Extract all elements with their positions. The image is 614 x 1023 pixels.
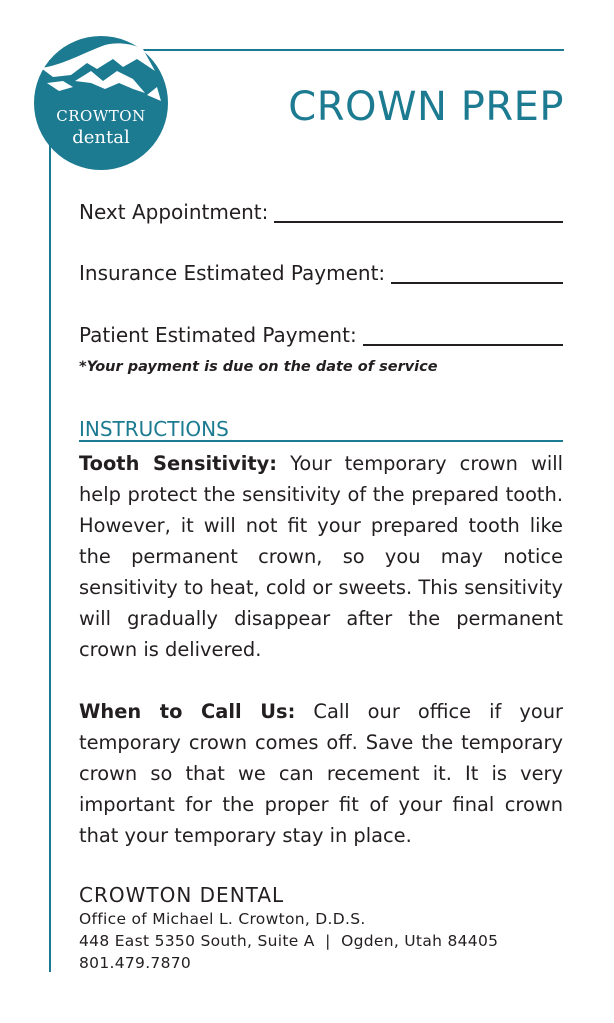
- crowton-dental-logo: [33, 35, 169, 171]
- page-title: CROWN PREP: [288, 84, 564, 130]
- insurance-payment-blank[interactable]: [391, 260, 563, 284]
- tooth-sensitivity-text: Your temporary crown will help protect the sensitivity of the prepared tooth. However, it will not fit your prepared tooth like the permanent crown, so you may notice sensitivity to heat, cold or sweets. This sensitivity will gradually disappear after the permanent crown is delivered.: [79, 452, 564, 661]
- footer-phone: 801.479.7870: [79, 954, 192, 972]
- when-to-call-paragraph: [79, 696, 563, 851]
- logo-name-line2: dental: [72, 127, 130, 148]
- frame-top-rule: [100, 49, 564, 51]
- footer-company-name: CROWTON DENTAL: [79, 883, 285, 907]
- insurance-payment-field: [79, 260, 563, 285]
- footer-address: 448 East 5350 South, Suite A | Ogden, Utah 84405: [79, 932, 499, 950]
- footer-contact: [79, 882, 498, 974]
- when-to-call-text: Call our office if your temporary crown comes off. Save the temporary crown so that we can recement it. It is very important for the proper fit of your final crown that your temporary stay in place.: [79, 700, 563, 847]
- payment-note: *Your payment is due on the date of service: [79, 359, 438, 375]
- patient-payment-blank[interactable]: [363, 322, 563, 346]
- mountain-logo-icon: [33, 35, 169, 171]
- next-appointment-field: [79, 199, 563, 224]
- patient-payment-label: Patient Estimated Payment:: [79, 323, 357, 347]
- insurance-payment-label: Insurance Estimated Payment:: [79, 261, 386, 285]
- frame-left-rule: [49, 60, 51, 972]
- next-appointment-blank[interactable]: [274, 199, 563, 223]
- patient-payment-field: [79, 322, 563, 347]
- when-to-call-label: When to Call Us:: [79, 700, 296, 723]
- footer-office: Office of Michael L. Crowton, D.D.S.: [79, 910, 366, 928]
- logo-name-line1: CROWTON: [56, 107, 146, 125]
- tooth-sensitivity-label: Tooth Sensitivity:: [79, 452, 278, 475]
- instructions-heading: INSTRUCTIONS: [79, 417, 563, 442]
- next-appointment-label: Next Appointment:: [79, 200, 269, 224]
- tooth-sensitivity-paragraph: [79, 448, 563, 665]
